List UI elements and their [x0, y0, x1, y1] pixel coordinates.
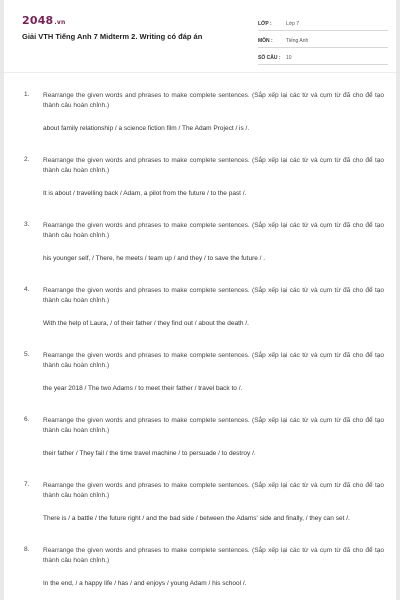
question-words: the year 2018 / The two Adams / to meet their father / travel back to /.	[43, 385, 243, 392]
question-words: It is about / travelling back / Adam, a pilot from the future / to the past /.	[43, 190, 247, 197]
question-item	[4, 546, 396, 600]
question-number: 2.	[24, 156, 30, 163]
question-words: about family relationship / a science fiction film / The Adam Project / is /.	[43, 125, 250, 132]
question-number: 1.	[24, 91, 30, 98]
question-number: 3.	[24, 221, 30, 228]
question-words: In the end, / a happy life / has / and enjoys / young Adam / his school /.	[43, 580, 247, 587]
meta-row-count	[258, 48, 388, 65]
question-number: 7.	[24, 481, 30, 488]
question-instruction: Rearrange the given words and phrases to make complete sentences. (Sắp xếp lại các từ và cụm từ đã cho để tạo thành câu hoàn chỉnh.)	[43, 222, 384, 239]
question-instruction: Rearrange the given words and phrases to make complete sentences. (Sắp xếp lại các từ và cụm từ đã cho để tạo thành câu hoàn chỉnh.)	[43, 352, 384, 369]
meta-value: Lớp 7	[286, 21, 300, 27]
meta-row-subject	[258, 31, 388, 48]
question-instruction: Rearrange the given words and phrases to make complete sentences. (Sắp xếp lại các từ và cụm từ đã cho để tạo thành câu hoàn chỉnh.)	[43, 417, 384, 434]
document-title: Giải VTH Tiếng Anh 7 Midterm 2. Writing có đáp án	[22, 32, 203, 41]
header-divider	[4, 72, 396, 73]
meta-row-class	[258, 14, 388, 31]
question-item	[4, 156, 396, 221]
question-instruction: Rearrange the given words and phrases to make complete sentences. (Sắp xếp lại các từ và cụm từ đã cho để tạo thành câu hoàn chỉnh.)	[43, 287, 384, 304]
question-number: 4.	[24, 286, 30, 293]
question-instruction: Rearrange the given words and phrases to make complete sentences. (Sắp xếp lại các từ và cụm từ đã cho để tạo thành câu hoàn chỉnh.)	[43, 547, 384, 564]
question-number: 8.	[24, 546, 30, 553]
question-words: their father / They fail / the time travel machine / to persuade / to destroy /.	[43, 450, 256, 457]
question-item	[4, 351, 396, 416]
logo-domain: .vn	[54, 19, 66, 26]
question-number: 5.	[24, 351, 30, 358]
question-number: 6.	[24, 416, 30, 423]
meta-label: MÔN :	[258, 38, 273, 44]
meta-label: SỐ CÂU :	[258, 55, 281, 61]
question-words: With the help of Laura, / of their father / they find out / about the death /.	[43, 320, 249, 327]
question-instruction: Rearrange the given words and phrases to make complete sentences. (Sắp xếp lại các từ và cụm từ đã cho để tạo thành câu hoàn chỉnh.)	[43, 92, 384, 109]
question-item	[4, 481, 396, 546]
meta-info	[258, 14, 388, 65]
question-item	[4, 91, 396, 156]
question-instruction: Rearrange the given words and phrases to make complete sentences. (Sắp xếp lại các từ và cụm từ đã cho để tạo thành câu hoàn chỉnh.)	[43, 482, 384, 499]
question-words: There is / a battle / the future right / and the bad side / between the Adams' side and finally, / they can set /.	[43, 515, 350, 522]
meta-label: LỚP :	[258, 21, 272, 27]
question-words: his younger self, / There, he meets / team up / and they / to save the future / .	[43, 255, 266, 262]
document-page	[4, 0, 396, 600]
question-instruction: Rearrange the given words and phrases to make complete sentences. (Sắp xếp lại các từ và cụm từ đã cho để tạo thành câu hoàn chỉnh.)	[43, 157, 384, 174]
page-header	[4, 0, 396, 64]
question-item	[4, 286, 396, 351]
site-logo[interactable]	[22, 14, 65, 27]
question-item	[4, 221, 396, 286]
meta-value: Tiếng Anh	[286, 38, 309, 44]
question-item	[4, 416, 396, 481]
logo-text: 2048	[22, 14, 54, 27]
question-list	[4, 91, 396, 600]
meta-value: 10	[286, 55, 292, 61]
